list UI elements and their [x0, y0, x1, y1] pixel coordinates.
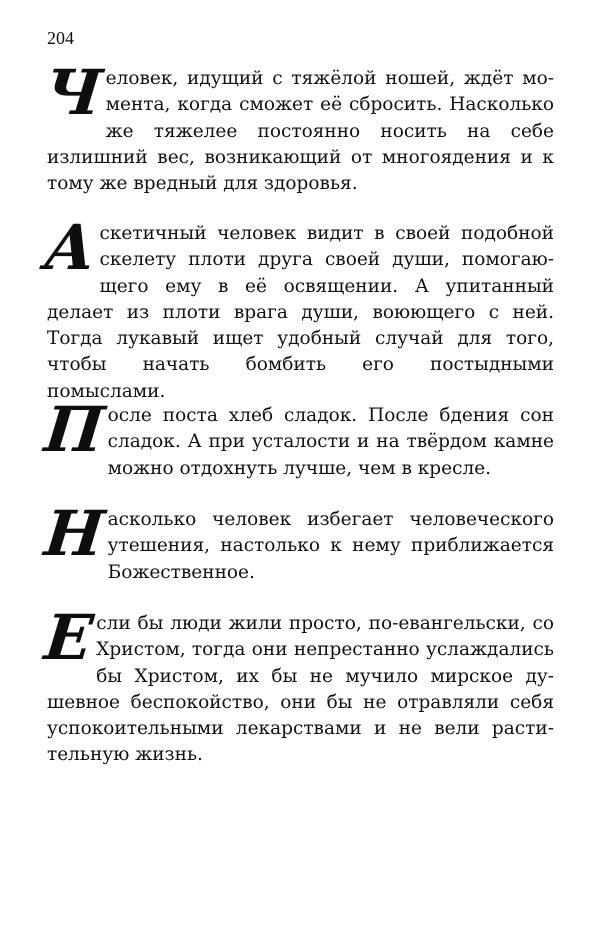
- drop-cap-3: П: [41, 393, 108, 466]
- paragraph-3: [41, 393, 554, 482]
- drop-cap-5: Е: [41, 601, 97, 674]
- paragraph-5-text: сли бы люди жили просто, по-евангельски, со Христом, тогда они непрестанно услаждались бы Христом, их бы не мучило мирское душевное беспокойство, они бы не отравляли себя успокоительными лекарствами и не вели растительную жизнь.: [47, 613, 554, 766]
- drop-cap-2: А: [41, 211, 100, 284]
- paragraph-4: [41, 497, 554, 586]
- paragraph-5: [41, 601, 554, 769]
- paragraph-2: [41, 211, 554, 405]
- paragraph-2-text: скетичный человек видит в своей подобной скелету плоти друга своей души, помогающего ему в её освящении. А упитанный делает из плоти врага души, воюющего с ней. Тогда лукавый ищет удобный случай для того, чтобы начать бомбить его постыдными помыслами.: [47, 223, 554, 402]
- paragraph-1-text: еловек, идущий с тяжёлой ношей, ждёт момента, когда сможет её сбросить. Насколько же тяжелее постоянно носить на себе излишний вес, возникающий от многоядения и к тому же вредный для здоровья.: [47, 68, 554, 195]
- drop-cap-1: Ч: [41, 56, 106, 129]
- paragraph-4-text: асколько человек избегает человеческого утешения, настолько к нему приближается Божественное.: [107, 509, 554, 583]
- drop-cap-4: Н: [41, 497, 108, 570]
- page-number: 204: [47, 28, 74, 48]
- paragraph-3-text: осле поста хлеб сладок. После бдения сон сладок. А при усталости и на твёрдом камне можно отдохнуть лучше, чем в кресле.: [107, 405, 554, 479]
- paragraph-1: [41, 56, 554, 197]
